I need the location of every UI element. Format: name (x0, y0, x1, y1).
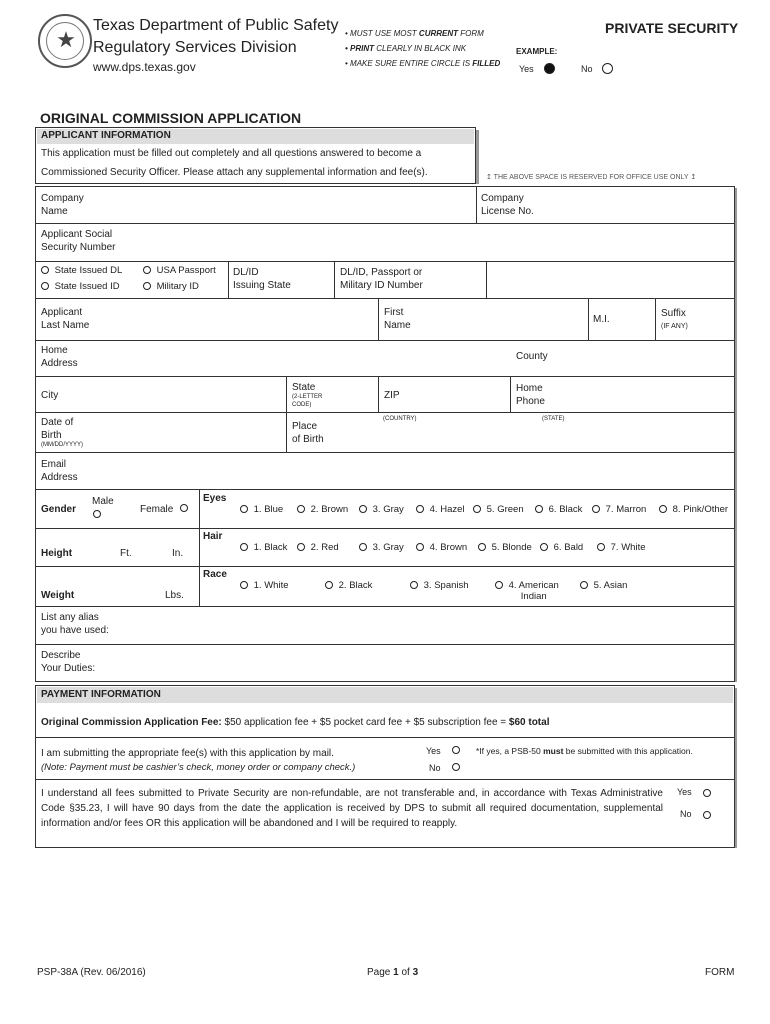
dl-issuing-state-field[interactable]: DL/ID Issuing State (233, 267, 291, 291)
mail-yes-label: Yes (426, 746, 441, 756)
eye-color-option-6[interactable] (535, 504, 582, 515)
example-filled-circle (544, 63, 555, 74)
instruction-fill-circle: • MAKE SURE ENTIRE CIRCLE IS FILLED (345, 59, 501, 68)
race-option-label: 3. Spanish (423, 580, 469, 591)
page-indicator: Page 1 of 3 (367, 967, 419, 978)
example-label: EXAMPLE: (516, 47, 558, 56)
female-label: Female (140, 504, 174, 515)
mail-note: (Note: Payment must be cashier’s check, money order or company check.) (41, 762, 356, 773)
understand-no-label: No (680, 809, 692, 819)
race-option-4[interactable] (495, 580, 559, 602)
mail-no-label: No (429, 763, 441, 773)
radio-circle-icon[interactable] (359, 505, 367, 513)
eyes-label: Eyes (203, 493, 227, 504)
hair-color-option-4[interactable] (416, 542, 467, 553)
height-ft-unit: Ft. (120, 548, 132, 559)
male-label: Male (92, 496, 114, 507)
radio-circle-icon[interactable] (416, 505, 424, 513)
eye-color-option-label: 3. Gray (372, 504, 404, 515)
duties-field[interactable]: Describe Your Duties: (41, 650, 96, 674)
radio-circle-icon[interactable] (143, 282, 151, 290)
applicant-section-title: APPLICANT INFORMATION (37, 129, 474, 144)
form-label: FORM (705, 967, 735, 978)
race-option-2[interactable] (325, 580, 372, 591)
race-option-5[interactable] (580, 580, 627, 591)
eye-color-option-1[interactable] (240, 504, 283, 515)
company-name-field[interactable]: Company Name (41, 193, 84, 217)
race-option-label: 2. Black (338, 580, 373, 591)
race-option-1[interactable] (240, 580, 289, 591)
instruction-black-ink: • PRINT CLEARLY IN BLACK INK (345, 44, 467, 53)
suffix-note: (IF ANY) (661, 323, 688, 330)
radio-circle-icon[interactable] (297, 505, 305, 513)
program-title: PRIVATE SECURITY (605, 20, 739, 36)
mail-yes-radio[interactable] (452, 746, 460, 754)
example-empty-circle (602, 63, 613, 74)
hair-color-option-label: 4. Brown (429, 542, 468, 553)
agency-name: Texas Department of Public Safety (93, 17, 339, 34)
understand-yes-label: Yes (677, 787, 692, 797)
race-option-label: 1. White (253, 580, 289, 591)
radio-circle-icon[interactable] (478, 543, 486, 551)
dps-seal-logo: ★ (38, 14, 92, 68)
home-phone-field[interactable]: Home Phone (516, 383, 545, 407)
radio-circle-icon[interactable] (143, 266, 151, 274)
hair-color-option-7[interactable] (597, 542, 646, 553)
hair-color-option-6[interactable] (540, 542, 583, 553)
male-radio[interactable] (93, 510, 101, 518)
race-option-3[interactable] (410, 580, 469, 591)
hair-color-option-5[interactable] (478, 542, 532, 553)
weight-lbs-unit: Lbs. (165, 590, 184, 601)
hair-color-option-label: 7. White (610, 542, 646, 553)
hair-color-option-label: 1. Black (253, 542, 288, 553)
example-yes-label: Yes (519, 64, 534, 74)
radio-circle-icon[interactable] (297, 543, 305, 551)
radio-circle-icon[interactable] (535, 505, 543, 513)
hair-color-option-label: 5. Blonde (491, 542, 532, 553)
eye-color-option-label: 5. Green (486, 504, 524, 515)
id-number-field[interactable]: DL/ID, Passport or Military ID Number (340, 267, 423, 291)
radio-circle-icon[interactable] (540, 543, 548, 551)
id-military-option[interactable]: Military ID (143, 281, 199, 292)
last-name-field[interactable]: Applicant Last Name (41, 307, 90, 331)
height-in-unit: In. (172, 548, 184, 559)
first-name-field[interactable]: First Name (384, 307, 411, 331)
home-address-field[interactable]: Home Address (41, 345, 78, 369)
company-license-field[interactable]: Company License No. (481, 193, 534, 217)
mail-statement: I am submitting the appropriate fee(s) with this application by mail. (41, 748, 334, 759)
weight-label: Weight (41, 590, 75, 601)
radio-circle-icon[interactable] (597, 543, 605, 551)
example-no-label: No (581, 64, 593, 74)
race-option-label: 5. Asian (593, 580, 628, 591)
radio-circle-icon[interactable] (41, 266, 49, 274)
form-id: PSP-38A (Rev. 06/2016) (37, 967, 146, 978)
female-radio[interactable] (180, 504, 188, 512)
intro-text-2: Commissioned Security Officer. Please attach any supplemental information and fee(s). (41, 167, 428, 178)
id-usa-passport-option[interactable]: USA Passport (143, 265, 216, 276)
eye-color-option-3[interactable] (359, 504, 404, 515)
hair-color-option-label: 3. Gray (372, 542, 404, 553)
understand-yes-radio[interactable] (703, 789, 711, 797)
birth-state-note: (STATE) (542, 416, 565, 422)
id-state-id-option[interactable]: State Issued ID (41, 281, 120, 292)
id-state-dl-option[interactable]: State Issued DL (41, 265, 122, 276)
hair-color-option-3[interactable] (359, 542, 404, 553)
alias-field[interactable]: List any alias you have used: (41, 612, 109, 636)
ssn-field[interactable]: Applicant Social Security Number (41, 229, 116, 253)
county-field[interactable]: County (516, 351, 548, 362)
eye-color-option-label: 1. Blue (253, 504, 284, 515)
form-title: ORIGINAL COMMISSION APPLICATION (40, 110, 302, 126)
radio-circle-icon[interactable] (410, 581, 418, 589)
eye-color-option-8[interactable] (659, 504, 728, 515)
intro-text-1: This application must be filled out completely and all questions answered to become a (41, 148, 422, 159)
payment-section-title: PAYMENT INFORMATION (37, 687, 733, 703)
eye-color-option-label: 6. Black (548, 504, 583, 515)
place-of-birth-field[interactable]: Place of Birth (292, 421, 324, 445)
hair-color-option-2[interactable] (297, 542, 339, 553)
radio-circle-icon[interactable] (240, 543, 248, 551)
country-note: (COUNTRY) (383, 416, 417, 422)
hair-color-option-1[interactable] (240, 542, 287, 553)
understand-statement: I understand all fees submitted to Private Security are non-refundable, are not transferable and, in accordance with Texas Administrative Code §35.23, I will have 90 days from the date the application is received by DPS to submit all required documentation, supplemental information and/or fees OR this application will be abandoned and I will be required to reapply. (41, 788, 663, 829)
eye-color-option-label: 7. Marron (605, 504, 647, 515)
radio-circle-icon[interactable] (240, 505, 248, 513)
state-field[interactable]: State (292, 382, 316, 393)
fee-line: Original Commission Application Fee: $50 application fee + $5 pocket card fee + $5 subscription fee = $60 total (41, 717, 550, 728)
radio-circle-icon[interactable] (495, 581, 503, 589)
radio-circle-icon[interactable] (240, 581, 248, 589)
instruction-current-form: • MUST USE MOST CURRENT FORM (345, 29, 484, 38)
hair-label: Hair (203, 531, 223, 542)
psb50-note: *If yes, a PSB-50 must be submitted with this application. (476, 746, 693, 756)
radio-circle-icon[interactable] (325, 581, 333, 589)
radio-circle-icon[interactable] (416, 543, 424, 551)
mail-no-radio[interactable] (452, 763, 460, 771)
radio-circle-icon[interactable] (41, 282, 49, 290)
middle-initial-field[interactable]: M.I. (593, 314, 610, 325)
eye-color-option-label: 2. Brown (310, 504, 349, 515)
radio-circle-icon[interactable] (659, 505, 667, 513)
race-label: Race (203, 569, 227, 580)
website: www.dps.texas.gov (93, 60, 196, 74)
state-note: (2-LETTER CODE) (292, 394, 323, 408)
office-use-note: ↥ THE ABOVE SPACE IS RESERVED FOR OFFICE USE ONLY ↥ (486, 174, 697, 181)
radio-circle-icon[interactable] (359, 543, 367, 551)
height-label: Height (41, 548, 73, 559)
division-name: Regulatory Services Division (93, 39, 297, 56)
suffix-field[interactable]: Suffix (661, 308, 686, 319)
hair-color-option-label: 2. Red (310, 542, 339, 553)
gender-label: Gender (41, 504, 77, 515)
eye-color-option-label: 4. Hazel (429, 504, 465, 515)
radio-circle-icon[interactable] (473, 505, 481, 513)
radio-circle-icon[interactable] (580, 581, 588, 589)
eye-color-option-7[interactable] (592, 504, 646, 515)
eye-color-option-label: 8. Pink/Other (672, 504, 729, 515)
hair-color-option-label: 6. Bald (553, 542, 584, 553)
email-address-field[interactable]: Email Address (41, 459, 78, 483)
understand-no-radio[interactable] (703, 811, 711, 819)
eye-color-option-5[interactable] (473, 504, 524, 515)
race-option-label: 4. American Indian (508, 580, 559, 602)
radio-circle-icon[interactable] (592, 505, 600, 513)
zip-field[interactable]: ZIP (384, 390, 400, 401)
city-field[interactable]: City (41, 390, 59, 401)
date-of-birth-field[interactable]: Date of Birth (41, 417, 74, 441)
eye-color-option-4[interactable] (416, 504, 465, 515)
dob-format-note: (MM/DD/YYYY) (41, 442, 83, 448)
eye-color-option-2[interactable] (297, 504, 348, 515)
